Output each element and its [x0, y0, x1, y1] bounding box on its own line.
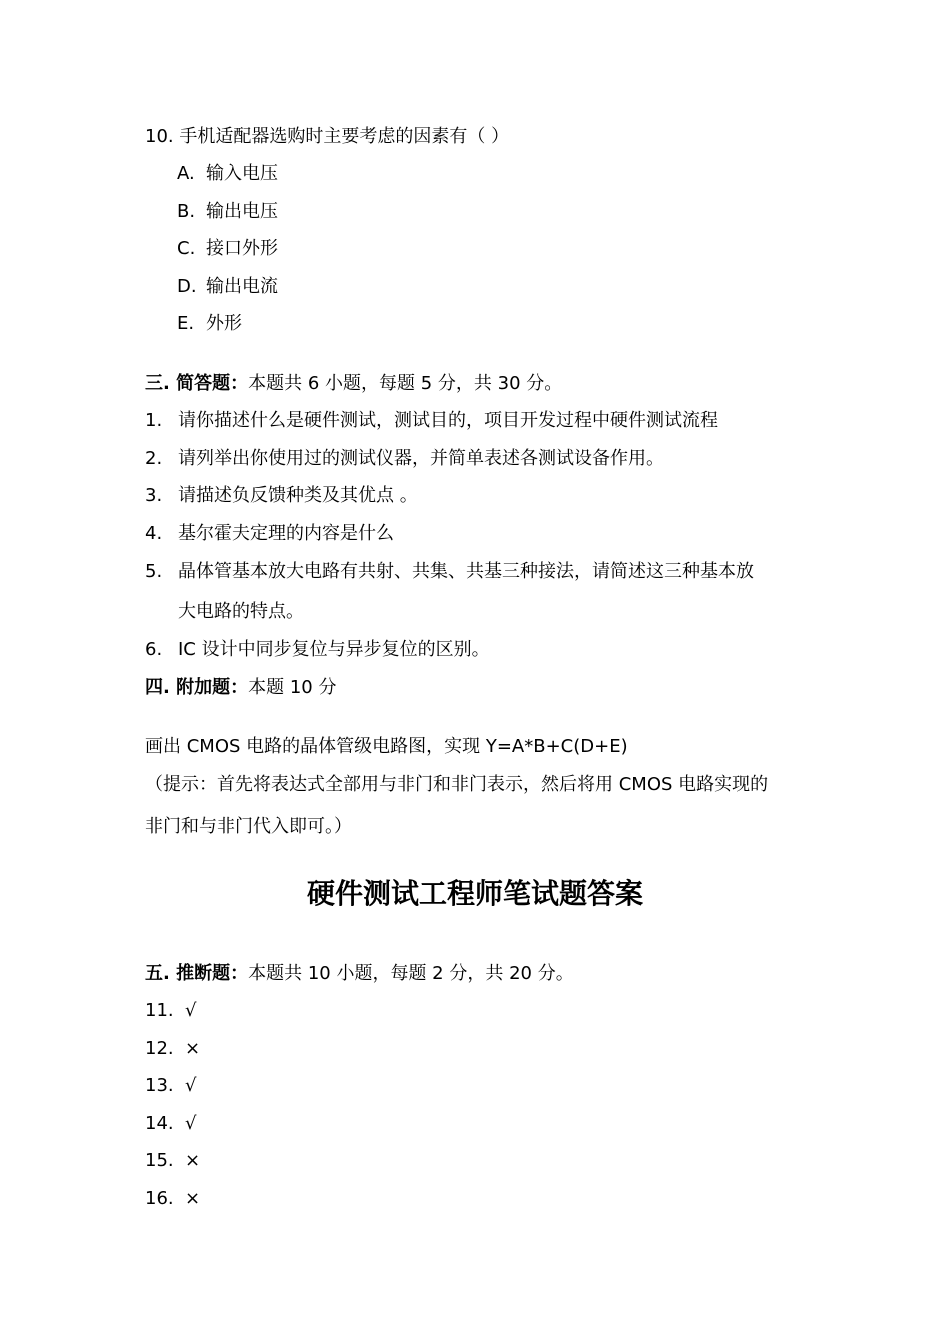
option-text: 外形	[206, 313, 242, 334]
short-answer-item-2	[145, 447, 664, 471]
answers-title: 硬件测试工程师笔试题答案	[306, 877, 643, 910]
short-answer-item-5	[145, 560, 754, 584]
bonus-hint-line-1: （提示：首先将表达式全部用与非门和非门表示，然后将用 CMOS 电路实现的	[145, 774, 769, 795]
option-key: A.	[177, 163, 195, 184]
item-text: 晶体管基本放大电路有共射、共集、共基三种接法，请简述这三种基本放	[178, 561, 754, 582]
answer-mark: ×	[185, 1038, 201, 1059]
section-5-heading: 五. 推断题：	[145, 963, 249, 984]
answer-number: 14.	[145, 1113, 174, 1134]
option-text: 输出电压	[206, 201, 278, 222]
question-10-stem: 10. 手机适配器选购时主要考虑的因素有（ ）	[145, 126, 510, 147]
option-text: 输入电压	[206, 163, 278, 184]
section-3-heading: 三. 简答题：	[145, 373, 249, 394]
answer-14	[145, 1112, 196, 1136]
short-answer-item-1	[145, 409, 718, 433]
answer-number: 13.	[145, 1075, 174, 1096]
section-5-header	[145, 962, 574, 986]
short-answer-item-4	[145, 522, 394, 546]
short-answer-item-5-continued: 大电路的特点。	[178, 601, 304, 622]
section-4-desc: 本题 10 分	[248, 677, 337, 698]
item-number: 5.	[145, 561, 163, 582]
section-3-desc: 本题共 6 小题，每题 5 分，共 30 分。	[248, 373, 563, 394]
answer-15	[145, 1149, 200, 1173]
answer-number: 15.	[145, 1150, 174, 1171]
answer-mark: ×	[185, 1188, 201, 1209]
option-key: C.	[177, 238, 196, 259]
item-number: 6.	[145, 639, 163, 660]
section-4-heading: 四. 附加题：	[145, 677, 249, 698]
item-number: 4.	[145, 523, 163, 544]
item-number: 3.	[145, 485, 163, 506]
item-number: 1.	[145, 410, 163, 431]
section-4-header	[145, 676, 336, 700]
answer-16	[145, 1187, 200, 1211]
option-e	[177, 312, 242, 336]
section-5-desc: 本题共 10 小题，每题 2 分，共 20 分。	[248, 963, 574, 984]
item-text: 请列举出你使用过的测试仪器，并简单表述各测试设备作用。	[178, 448, 664, 469]
option-d	[177, 275, 278, 299]
answer-mark: √	[185, 1075, 197, 1096]
answer-mark: √	[185, 1000, 197, 1021]
answer-12	[145, 1037, 200, 1061]
item-text: 请你描述什么是硬件测试，测试目的，项目开发过程中硬件测试流程	[178, 410, 718, 431]
item-text: IC 设计中同步复位与异步复位的区别。	[178, 639, 490, 660]
short-answer-item-6	[145, 638, 490, 662]
bonus-hint-line-2: 非门和与非门代入即可。）	[145, 816, 352, 837]
option-key: B.	[177, 201, 196, 222]
answer-number: 12.	[145, 1038, 174, 1059]
option-b	[177, 200, 278, 224]
answer-11	[145, 999, 196, 1023]
option-a	[177, 162, 278, 186]
short-answer-item-3	[145, 484, 418, 508]
answer-number: 11.	[145, 1000, 174, 1021]
option-text: 接口外形	[206, 238, 278, 259]
option-key: D.	[177, 276, 197, 297]
section-3-header	[145, 372, 562, 396]
option-text: 输出电流	[206, 276, 278, 297]
answer-number: 16.	[145, 1188, 174, 1209]
answer-mark: ×	[185, 1150, 201, 1171]
item-text: 基尔霍夫定理的内容是什么	[178, 523, 394, 544]
bonus-prompt: 画出 CMOS 电路的晶体管级电路图，实现 Y=A*B+C(D+E)	[145, 736, 628, 757]
item-text: 请描述负反馈种类及其优点 。	[178, 485, 418, 506]
option-key: E.	[177, 313, 195, 334]
answer-13	[145, 1074, 196, 1098]
option-c	[177, 237, 278, 261]
item-number: 2.	[145, 448, 163, 469]
answer-mark: √	[185, 1113, 197, 1134]
